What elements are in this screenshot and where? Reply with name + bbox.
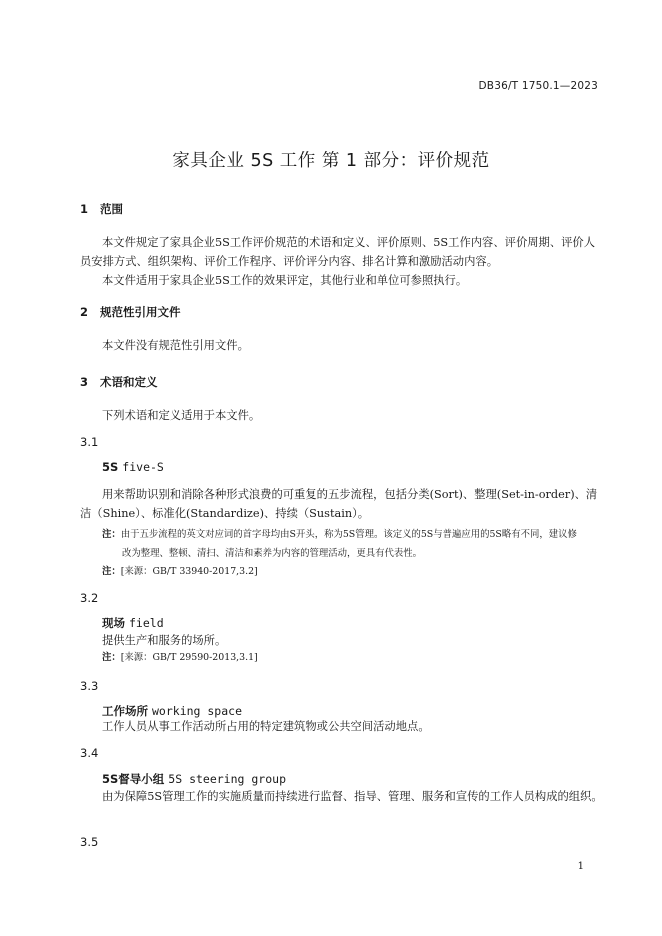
source-reference: [来源：GB/T 29590-2013,3.1] xyxy=(120,652,258,663)
source-reference: [来源：GB/T 33940-2017,3.2] xyxy=(120,566,258,577)
document-code: DB36/T 1750.1—2023 xyxy=(478,80,598,92)
term-definition xyxy=(80,787,604,806)
term-number: 3.1 xyxy=(80,435,99,449)
section-3-heading xyxy=(80,374,158,390)
term-note xyxy=(102,649,604,668)
definition-paragraph: 工作人员从事工作活动所占用的特定建筑物或公共空间活动地点。 xyxy=(102,720,430,733)
definition-paragraph: 由为保障5S管理工作的实施质量而持续进行监督、指导、管理、服务和宣传的工作人员构成的组织。 xyxy=(102,790,603,803)
term-number: 3.2 xyxy=(80,591,99,605)
term-heading xyxy=(102,615,164,631)
note-label: 注： xyxy=(102,529,121,540)
section-1-heading xyxy=(80,201,123,217)
definition-paragraph: 用来帮助识别和消除各种形式浪费的可重复的五步流程，包括分类(Sort)、整理(Set-in-order)、清洁（Shine）、标准化(Standardize)、持续（Sustain）。 xyxy=(80,488,598,520)
definition-paragraph: 提供生产和服务的场所。 xyxy=(102,634,227,647)
term-number: 3.5 xyxy=(80,835,99,849)
terms-intro xyxy=(80,406,604,425)
note-text-line-1: 由于五步流程的英文对应词的首字母均由S开头，称为5S管理。该定义的5S与普遍应用的5S略有不同，建议修 xyxy=(120,529,577,540)
normative-paragraph: 本文件没有规范性引用文件。 xyxy=(102,339,249,352)
term-definition xyxy=(80,631,604,650)
section-number: 3 xyxy=(80,375,89,389)
section-number: 2 xyxy=(80,305,89,319)
scope-paragraph-1: 本文件规定了家具企业5S工作评价规范的术语和定义、评价原则、5S工作内容、评价周期、评价人员安排方式、组织架构、评价工作程序、评价评分内容、排名计算和激励活动内容。 xyxy=(80,236,596,268)
term-definition xyxy=(80,485,604,523)
section-title: 术语和定义 xyxy=(100,375,158,389)
terms-intro-paragraph: 下列术语和定义适用于本文件。 xyxy=(102,409,261,422)
term-name: 5S xyxy=(102,460,119,474)
term-english: working space xyxy=(152,704,243,718)
term-number: 3.3 xyxy=(80,679,99,693)
normative-text xyxy=(80,336,604,355)
section-title: 范围 xyxy=(100,202,124,216)
term-name: 工作场所 xyxy=(102,704,148,718)
term-name: 5S督导小组 xyxy=(102,772,165,786)
scope-text xyxy=(80,233,604,290)
term-english: five-S xyxy=(122,460,164,474)
page-title: 家具企业 5S 工作 第 1 部分：评价规范 xyxy=(172,151,490,171)
page-number: 1 xyxy=(577,861,584,872)
term-english: field xyxy=(129,616,164,630)
note-text-line-2: 改为整理、整顿、清扫、清洁和素养为内容的管理活动，更具有代表性。 xyxy=(122,547,423,559)
term-heading xyxy=(102,771,286,787)
source-label: 注： xyxy=(102,652,121,663)
section-number: 1 xyxy=(80,202,89,216)
term-heading xyxy=(102,460,164,474)
term-english: 5S steering group xyxy=(168,772,286,786)
term-note xyxy=(102,526,604,582)
section-2-heading xyxy=(80,304,181,320)
term-name: 现场 xyxy=(102,616,125,630)
term-number: 3.4 xyxy=(80,746,99,760)
section-title: 规范性引用文件 xyxy=(100,305,181,319)
source-label: 注： xyxy=(102,566,121,577)
scope-paragraph-2: 本文件适用于家具企业5S工作的效果评定，其他行业和单位可参照执行。 xyxy=(102,274,468,287)
term-definition xyxy=(80,717,604,736)
